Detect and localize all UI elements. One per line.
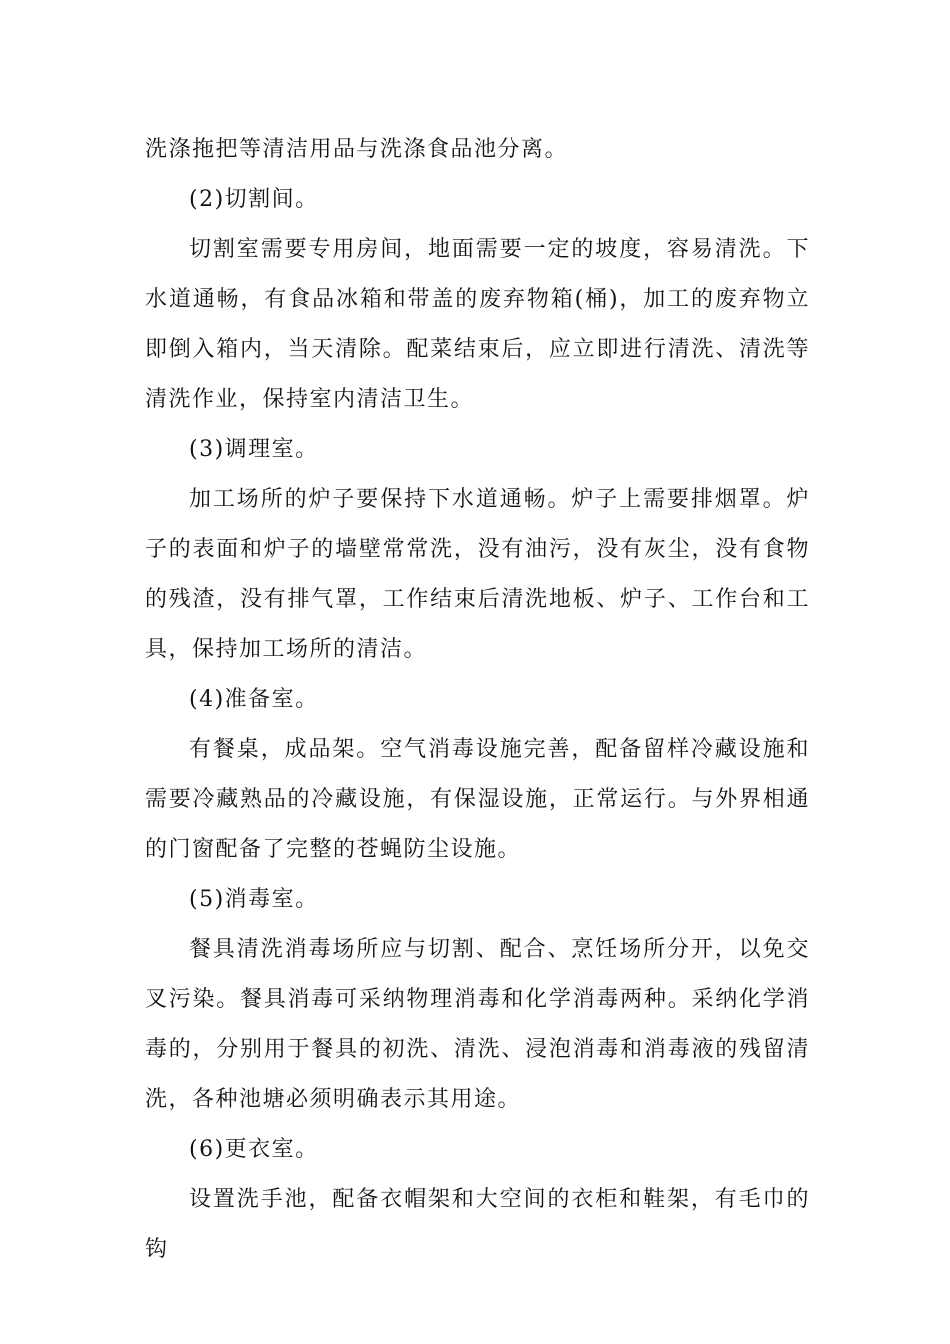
heading-cutting-room: (2)切割间。	[189, 187, 319, 212]
document-body	[145, 125, 810, 1275]
paragraph-cooking-room: 加工场所的炉子要保持下水道通畅。炉子上需要排烟罩。炉子的表面和炉子的墙壁常常洗，没有油污，没有灰尘，没有食物的残渣，没有排气罩，工作结束后清洗地板、炉子、工作台和工具，保持加工场所的清洁。	[145, 487, 810, 662]
heading-cooking-room: (3)调理室。	[189, 437, 319, 462]
paragraph-continuation: 洗涤拖把等清洁用品与洗涤食品池分离。	[145, 137, 569, 162]
paragraph-preparation-room: 有餐桌，成品架。空气消毒设施完善，配备留样冷藏设施和需要冷藏熟品的冷藏设施，有保湿设施，正常运行。与外界相通的门窗配备了完整的苍蝇防尘设施。	[145, 737, 810, 862]
heading-changing-room: (6)更衣室。	[189, 1137, 319, 1162]
heading-disinfection-room: (5)消毒室。	[189, 887, 319, 912]
paragraph-cutting-room: 切割室需要专用房间，地面需要一定的坡度，容易清洗。下水道通畅，有食品冰箱和带盖的废弃物箱(桶)，加工的废弃物立即倒入箱内，当天清除。配菜结束后，应立即进行清洗、清洗等清洗作业，保持室内清洁卫生。	[145, 237, 810, 412]
paragraph-disinfection-room: 餐具清洗消毒场所应与切割、配合、烹饪场所分开，以免交叉污染。餐具消毒可采纳物理消毒和化学消毒两种。采纳化学消毒的，分别用于餐具的初洗、清洗、浸泡消毒和消毒液的残留清洗，各种池塘必须明确表示其用途。	[145, 937, 810, 1112]
heading-preparation-room: (4)准备室。	[189, 687, 319, 712]
paragraph-changing-room: 设置洗手池，配备衣帽架和大空间的衣柜和鞋架，有毛巾的钩	[145, 1187, 810, 1262]
